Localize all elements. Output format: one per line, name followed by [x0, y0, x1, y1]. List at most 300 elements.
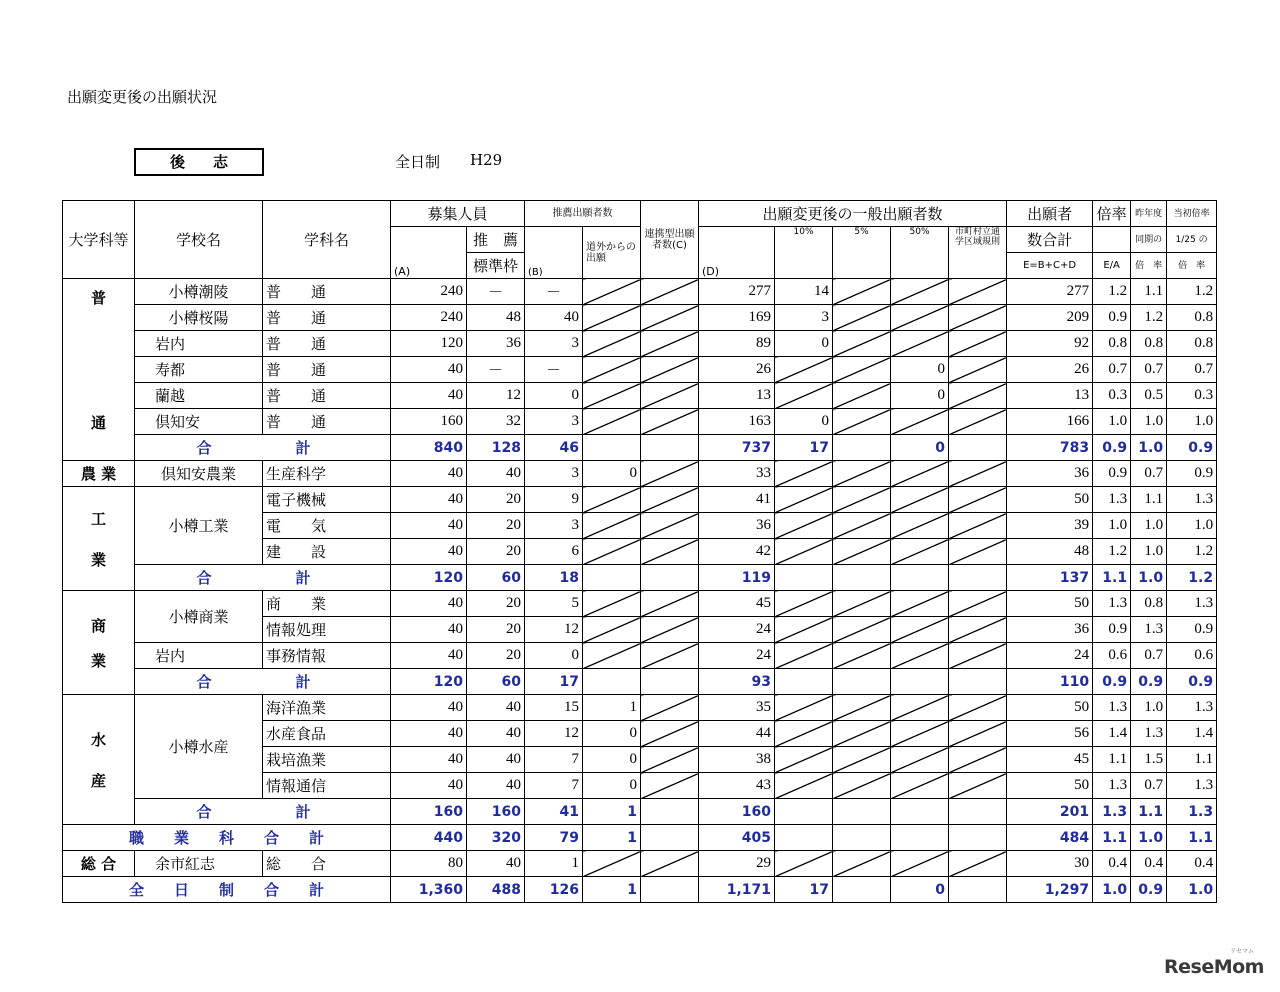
vocational-total-row: [63, 825, 1217, 851]
value-ratio: 1.0: [1093, 513, 1131, 539]
value-a: 840: [391, 435, 467, 461]
empty-cell: [583, 565, 641, 591]
na-cell: [775, 695, 833, 721]
value-e: 50: [1007, 695, 1093, 721]
na-cell: [833, 279, 891, 305]
value-e: 209: [1007, 305, 1093, 331]
value-10pct: 17: [775, 877, 833, 903]
value-suisen: －: [467, 279, 525, 305]
value-d: 405: [699, 825, 775, 851]
value-e: 30: [1007, 851, 1093, 877]
value-init: 1.2: [1167, 539, 1217, 565]
value-prev: 1.0: [1131, 435, 1167, 461]
na-cell: [775, 513, 833, 539]
value-init: 0.9: [1167, 435, 1217, 461]
value-b: 3: [525, 461, 583, 487]
empty-cell: [775, 565, 833, 591]
value-prev: 1.0: [1131, 539, 1167, 565]
value-outside: 1: [583, 799, 641, 825]
table-row: [63, 305, 1217, 331]
value-d: 277: [699, 279, 775, 305]
na-cell: [891, 331, 949, 357]
na-cell: [641, 305, 699, 331]
value-prev: 0.8: [1131, 591, 1167, 617]
value-b: 6: [525, 539, 583, 565]
value-init: 1.1: [1167, 747, 1217, 773]
dept-name: 電子機械: [263, 487, 391, 513]
dept-name: 普 通: [263, 357, 391, 383]
value-init: 0.8: [1167, 305, 1217, 331]
na-cell: [833, 513, 891, 539]
value-e: 201: [1007, 799, 1093, 825]
header-5pct: 5%: [833, 227, 891, 279]
na-cell: [641, 513, 699, 539]
value-init: 0.9: [1167, 461, 1217, 487]
value-ratio: 1.0: [1093, 409, 1131, 435]
na-cell: [833, 487, 891, 513]
value-ratio: 1.0: [1093, 877, 1131, 903]
header-total3: E=B+C+D: [1007, 253, 1093, 279]
na-cell: [583, 383, 641, 409]
empty-cell: [949, 435, 1007, 461]
value-prev: 0.9: [1131, 669, 1167, 695]
header-category: 大学科等: [63, 201, 135, 279]
na-cell: [833, 305, 891, 331]
na-cell: [949, 695, 1007, 721]
value-init: 1.2: [1167, 565, 1217, 591]
value-b: 46: [525, 435, 583, 461]
value-suisen: 320: [467, 825, 525, 851]
empty-cell: [641, 799, 699, 825]
na-cell: [641, 747, 699, 773]
value-a: 40: [391, 591, 467, 617]
value-init: 1.0: [1167, 877, 1217, 903]
na-cell: [949, 383, 1007, 409]
table-row: [63, 695, 1217, 721]
na-cell: [949, 279, 1007, 305]
value-init: 0.3: [1167, 383, 1217, 409]
value-prev: 0.7: [1131, 773, 1167, 799]
value-50pct: 0: [891, 435, 949, 461]
dept-name: 海洋漁業: [263, 695, 391, 721]
na-cell: [833, 357, 891, 383]
na-cell: [949, 721, 1007, 747]
value-e: 50: [1007, 487, 1093, 513]
header-suisen: 推 薦: [467, 227, 525, 253]
na-cell: [949, 591, 1007, 617]
value-ratio: 1.1: [1093, 825, 1131, 851]
value-d: 45: [699, 591, 775, 617]
value-e: 277: [1007, 279, 1093, 305]
empty-cell: [949, 669, 1007, 695]
empty-cell: [775, 669, 833, 695]
value-outside: 1: [583, 695, 641, 721]
value-e: 56: [1007, 721, 1093, 747]
value-d: 24: [699, 643, 775, 669]
value-b: 40: [525, 305, 583, 331]
value-prev: 1.1: [1131, 799, 1167, 825]
na-cell: [583, 279, 641, 305]
empty-cell: [949, 825, 1007, 851]
na-cell: [641, 357, 699, 383]
value-d: 169: [699, 305, 775, 331]
school-name: 小樽水産: [135, 695, 263, 799]
na-cell: [949, 747, 1007, 773]
value-a: 40: [391, 539, 467, 565]
value-init: 1.2: [1167, 279, 1217, 305]
na-cell: [641, 539, 699, 565]
na-cell: [833, 643, 891, 669]
value-d: 737: [699, 435, 775, 461]
value-10pct: 17: [775, 435, 833, 461]
value-b: 126: [525, 877, 583, 903]
na-cell: [775, 357, 833, 383]
value-suisen: 12: [467, 383, 525, 409]
empty-cell: [891, 799, 949, 825]
empty-cell: [641, 435, 699, 461]
dept-name: 情報通信: [263, 773, 391, 799]
value-init: 1.0: [1167, 409, 1217, 435]
value-a: 160: [391, 409, 467, 435]
header-prev3: 倍 率: [1131, 253, 1167, 279]
na-cell: [583, 357, 641, 383]
na-cell: [641, 383, 699, 409]
value-init: 1.4: [1167, 721, 1217, 747]
value-b: 0: [525, 383, 583, 409]
subtotal-label: 合 計: [135, 565, 391, 591]
value-init: 1.3: [1167, 695, 1217, 721]
header-ratio2: E/A: [1093, 253, 1131, 279]
empty-cell: [641, 825, 699, 851]
value-ratio: 1.3: [1093, 591, 1131, 617]
value-b: 7: [525, 773, 583, 799]
value-ratio: 1.2: [1093, 539, 1131, 565]
na-cell: [833, 331, 891, 357]
na-cell: [891, 305, 949, 331]
value-d: 38: [699, 747, 775, 773]
subtotal-row: [63, 669, 1217, 695]
na-cell: [891, 279, 949, 305]
na-cell: [891, 513, 949, 539]
dept-name: 情報処理: [263, 617, 391, 643]
value-b: 79: [525, 825, 583, 851]
na-cell: [833, 617, 891, 643]
header-boshu: 募集人員: [391, 201, 525, 227]
header-prev1: 昨年度: [1131, 201, 1167, 227]
category-industry-top: 工: [90, 509, 106, 528]
category-commerce-bottom: 業: [90, 651, 106, 670]
value-init: 0.8: [1167, 331, 1217, 357]
value-b: 1: [525, 851, 583, 877]
school-name: 寿都: [135, 357, 263, 383]
value-prev: 1.5: [1131, 747, 1167, 773]
value-d: 1,171: [699, 877, 775, 903]
header-ratio-blank: [1093, 227, 1131, 253]
na-cell: [641, 279, 699, 305]
empty-cell: [891, 565, 949, 591]
value-b: 9: [525, 487, 583, 513]
value-suisen: 36: [467, 331, 525, 357]
na-cell: [583, 539, 641, 565]
value-d: 160: [699, 799, 775, 825]
na-cell: [583, 643, 641, 669]
category-commerce-top: 商: [90, 616, 106, 635]
value-e: 50: [1007, 591, 1093, 617]
value-outside: 0: [583, 461, 641, 487]
header-prev2: 同期の: [1131, 227, 1167, 253]
na-cell: [775, 773, 833, 799]
na-cell: [891, 695, 949, 721]
category-general-top: 普: [90, 289, 106, 307]
na-cell: [949, 851, 1007, 877]
empty-cell: [833, 565, 891, 591]
value-a: 40: [391, 617, 467, 643]
na-cell: [641, 409, 699, 435]
value-prev: 1.0: [1131, 825, 1167, 851]
dept-name: 普 通: [263, 331, 391, 357]
value-prev: 0.5: [1131, 383, 1167, 409]
value-prev: 0.7: [1131, 461, 1167, 487]
value-ratio: 0.4: [1093, 851, 1131, 877]
dept-name: 栽培漁業: [263, 747, 391, 773]
empty-cell: [641, 669, 699, 695]
dept-name: 総 合: [263, 851, 391, 877]
value-50pct: 0: [891, 357, 949, 383]
na-cell: [949, 357, 1007, 383]
value-outside: 1: [583, 877, 641, 903]
category-general: [63, 279, 135, 461]
value-a: 440: [391, 825, 467, 851]
value-ratio: 1.3: [1093, 695, 1131, 721]
na-cell: [949, 643, 1007, 669]
value-b: －: [525, 279, 583, 305]
value-10pct: 0: [775, 331, 833, 357]
na-cell: [833, 461, 891, 487]
value-suisen: 40: [467, 773, 525, 799]
category-fisheries-top: 水: [90, 730, 106, 749]
value-suisen: 20: [467, 643, 525, 669]
table-row: [63, 357, 1217, 383]
na-cell: [833, 591, 891, 617]
header-municipal: 市町村立通学区域規則: [949, 227, 1007, 279]
na-cell: [949, 487, 1007, 513]
header-init1: 当初倍率: [1167, 201, 1217, 227]
category-fisheries-bottom: 産: [90, 771, 106, 790]
district-label: 後志: [134, 148, 264, 176]
na-cell: [833, 721, 891, 747]
value-prev: 1.1: [1131, 279, 1167, 305]
value-b: 3: [525, 513, 583, 539]
category-industry: [63, 487, 135, 591]
dept-name: 生産科学: [263, 461, 391, 487]
vocational-total-label: 職 業 科 合 計: [63, 825, 391, 851]
header-suisen2: 標準枠: [467, 253, 525, 279]
value-e: 783: [1007, 435, 1093, 461]
dept-name: 普 通: [263, 279, 391, 305]
na-cell: [775, 851, 833, 877]
value-a: 40: [391, 721, 467, 747]
na-cell: [891, 851, 949, 877]
value-e: 50: [1007, 773, 1093, 799]
header-50pct: 50%: [891, 227, 949, 279]
na-cell: [583, 591, 641, 617]
subtotal-label: 合 計: [135, 669, 391, 695]
value-ratio: 0.6: [1093, 643, 1131, 669]
value-e: 484: [1007, 825, 1093, 851]
value-ratio: 1.3: [1093, 773, 1131, 799]
na-cell: [583, 487, 641, 513]
value-prev: 1.0: [1131, 513, 1167, 539]
value-d: 13: [699, 383, 775, 409]
header-total1: 出願者: [1007, 201, 1093, 227]
subtotal-row: [63, 565, 1217, 591]
value-suisen: 60: [467, 565, 525, 591]
value-suisen: 160: [467, 799, 525, 825]
na-cell: [833, 539, 891, 565]
category-industry-bottom: 業: [90, 550, 106, 569]
na-cell: [583, 305, 641, 331]
value-d: 36: [699, 513, 775, 539]
subtotal-row: [63, 435, 1217, 461]
na-cell: [891, 539, 949, 565]
na-cell: [833, 409, 891, 435]
value-a: 40: [391, 383, 467, 409]
value-ratio: 0.9: [1093, 435, 1131, 461]
na-cell: [775, 643, 833, 669]
value-prev: 0.7: [1131, 357, 1167, 383]
value-outside: 1: [583, 825, 641, 851]
value-init: 0.7: [1167, 357, 1217, 383]
subtotal-label: 合 計: [135, 435, 391, 461]
na-cell: [833, 747, 891, 773]
na-cell: [583, 409, 641, 435]
value-a: 40: [391, 357, 467, 383]
na-cell: [775, 721, 833, 747]
na-cell: [583, 851, 641, 877]
school-name: 岩内: [135, 643, 263, 669]
value-b: 41: [525, 799, 583, 825]
na-cell: [775, 487, 833, 513]
value-a: 240: [391, 279, 467, 305]
value-ratio: 0.3: [1093, 383, 1131, 409]
value-suisen: 20: [467, 513, 525, 539]
value-prev: 0.9: [1131, 877, 1167, 903]
header-init3: 倍 率: [1167, 253, 1217, 279]
na-cell: [641, 591, 699, 617]
header-school: 学校名: [135, 201, 263, 279]
value-ratio: 0.9: [1093, 461, 1131, 487]
value-prev: 1.0: [1131, 695, 1167, 721]
resemom-logo: ReseMom: [1164, 956, 1264, 978]
value-10pct: 3: [775, 305, 833, 331]
value-suisen: 40: [467, 461, 525, 487]
value-ratio: 1.3: [1093, 799, 1131, 825]
value-ratio: 1.1: [1093, 565, 1131, 591]
category-general-bottom: 通: [90, 414, 106, 432]
value-b: 3: [525, 409, 583, 435]
value-suisen: －: [467, 357, 525, 383]
school-name: 倶知安: [135, 409, 263, 435]
na-cell: [583, 617, 641, 643]
value-suisen: 40: [467, 695, 525, 721]
value-b: 15: [525, 695, 583, 721]
school-name: 蘭越: [135, 383, 263, 409]
value-suisen: 40: [467, 747, 525, 773]
na-cell: [891, 747, 949, 773]
value-a: 1,360: [391, 877, 467, 903]
na-cell: [949, 305, 1007, 331]
na-cell: [949, 409, 1007, 435]
system-label: 全日制: [395, 153, 441, 171]
value-suisen: 60: [467, 669, 525, 695]
logo-kana: リセマム: [1230, 948, 1254, 955]
header-init2: 1/25 の: [1167, 227, 1217, 253]
year-label: H29: [470, 151, 503, 169]
value-prev: 1.0: [1131, 409, 1167, 435]
grand-total-row: [63, 877, 1217, 903]
na-cell: [891, 643, 949, 669]
value-suisen: 20: [467, 487, 525, 513]
value-e: 26: [1007, 357, 1093, 383]
empty-cell: [641, 565, 699, 591]
value-a: 120: [391, 669, 467, 695]
school-name: 小樽潮陵: [135, 279, 263, 305]
empty-cell: [949, 799, 1007, 825]
school-name: 倶知安農業: [135, 461, 263, 487]
empty-cell: [583, 435, 641, 461]
category-fisheries: [63, 695, 135, 825]
value-d: 24: [699, 617, 775, 643]
header-10pct: 10%: [775, 227, 833, 279]
value-10pct: 0: [775, 409, 833, 435]
value-e: 39: [1007, 513, 1093, 539]
value-init: 0.9: [1167, 617, 1217, 643]
value-init: 1.3: [1167, 487, 1217, 513]
header-a: (A): [391, 227, 467, 279]
applications-table: [62, 200, 1217, 903]
value-suisen: 128: [467, 435, 525, 461]
value-a: 40: [391, 513, 467, 539]
value-init: 1.1: [1167, 825, 1217, 851]
value-a: 40: [391, 487, 467, 513]
na-cell: [949, 617, 1007, 643]
na-cell: [775, 461, 833, 487]
empty-cell: [833, 877, 891, 903]
na-cell: [833, 851, 891, 877]
value-suisen: 48: [467, 305, 525, 331]
header-outside: 道外からの出願: [583, 227, 641, 279]
na-cell: [891, 487, 949, 513]
value-init: 1.3: [1167, 799, 1217, 825]
empty-cell: [775, 825, 833, 851]
na-cell: [583, 331, 641, 357]
na-cell: [641, 617, 699, 643]
school-name: 岩内: [135, 331, 263, 357]
value-a: 120: [391, 565, 467, 591]
table-row: [63, 409, 1217, 435]
na-cell: [833, 383, 891, 409]
na-cell: [641, 773, 699, 799]
table-row: [63, 643, 1217, 669]
value-prev: 1.3: [1131, 617, 1167, 643]
empty-cell: [833, 669, 891, 695]
category-sogo: 総 合: [63, 851, 135, 877]
value-a: 40: [391, 773, 467, 799]
value-suisen: 20: [467, 617, 525, 643]
dept-name: 商 業: [263, 591, 391, 617]
na-cell: [891, 591, 949, 617]
value-prev: 0.8: [1131, 331, 1167, 357]
